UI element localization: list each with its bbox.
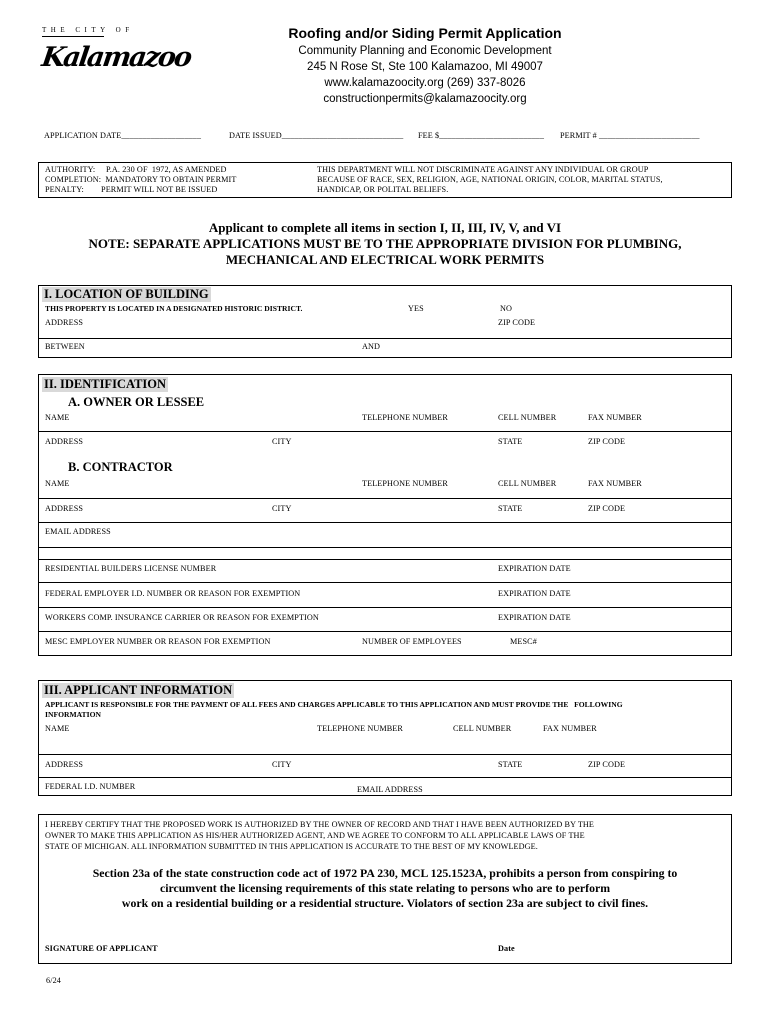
applicant-state-label[interactable]: STATE — [498, 760, 523, 769]
dept-web-phone: www.kalamazoocity.org (269) 337-8026 — [324, 77, 526, 89]
contractor-telephone-label[interactable]: TELEPHONE NUMBER — [362, 479, 448, 488]
historic-no-option[interactable]: NO — [500, 304, 513, 313]
date-issued-field[interactable]: DATE ISSUED_____________________________ — [229, 131, 404, 140]
dept-address: 245 N Rose St, Ste 100 Kalamazoo, MI 49007 — [307, 61, 543, 73]
section-applicant-title: III. APPLICANT INFORMATION — [44, 683, 233, 697]
between-label[interactable]: BETWEEN — [45, 342, 85, 351]
section-23a-notice — [40, 866, 730, 911]
contractor-zip-label[interactable]: ZIP CODE — [588, 504, 626, 513]
owner-name-label[interactable]: NAME — [45, 413, 70, 422]
historic-district-question: THIS PROPERTY IS LOCATED IN A DESIGNATED HISTORIC DISTRICT. — [45, 304, 303, 313]
section-23a-line3: work on a residential building or a residential structure. Violators of section 23a are subject to civil fines. — [121, 896, 649, 910]
divider — [38, 631, 732, 632]
logo-rule — [42, 36, 104, 37]
applicant-name-label[interactable]: NAME — [45, 724, 70, 733]
divider — [38, 522, 732, 523]
section-location-title: I. LOCATION OF BUILDING — [44, 287, 209, 301]
employees-count-label[interactable]: NUMBER OF EMPLOYEES — [362, 637, 462, 646]
owner-state-label[interactable]: STATE — [498, 437, 523, 446]
owner-cell-label[interactable]: CELL NUMBER — [498, 413, 557, 422]
federal-employer-label[interactable]: FEDERAL EMPLOYER I.D. NUMBER OR REASON FOR EXEMPTION — [45, 589, 301, 598]
contractor-name-label[interactable]: NAME — [45, 479, 70, 488]
builders-license-label[interactable]: RESIDENTIAL BUILDERS LICENSE NUMBER — [45, 564, 217, 573]
instruction-note: NOTE: SEPARATE APPLICATIONS MUST BE TO THE APPROPRIATE DIVISION FOR PLUMBING, — [88, 236, 682, 251]
mesc-number-label[interactable]: MESC# — [510, 637, 537, 646]
non-discrimination-line3: HANDICAP, OR POLITAL BELIEFS. — [317, 185, 449, 194]
owner-telephone-label[interactable]: TELEPHONE NUMBER — [362, 413, 448, 422]
completion-line: COMPLETION: MANDATORY TO OBTAIN PERMIT — [45, 175, 237, 184]
contractor-address-label[interactable]: ADDRESS — [45, 504, 84, 513]
dept-name: Community Planning and Economic Development — [298, 45, 552, 57]
non-discrimination-line1: THIS DEPARTMENT WILL NOT DISCRIMINATE AGAINST ANY INDIVIDUAL OR GROUP — [317, 165, 649, 174]
instruction-sections: Applicant to complete all items in section I, II, III, IV, V, and VI — [208, 220, 562, 235]
applicant-city-label[interactable]: CITY — [272, 760, 292, 769]
divider — [38, 547, 732, 548]
signature-label[interactable]: SIGNATURE OF APPLICANT — [45, 944, 158, 953]
applicant-federal-id-label[interactable]: FEDERAL I.D. NUMBER — [45, 782, 136, 791]
certification-text-line2: OWNER TO MAKE THIS APPLICATION AS HIS/HER AUTHORIZED AGENT, AND WE AGREE TO CONFORM TO ALL APPLICABLE LAWS OF THE — [45, 831, 585, 840]
location-zip-label[interactable]: ZIP CODE — [498, 318, 536, 327]
workers-comp-label[interactable]: WORKERS COMP. INSURANCE CARRIER OR REASON FOR EXEMPTION — [45, 613, 319, 622]
divider — [38, 498, 732, 499]
federal-expiration-label[interactable]: EXPIRATION DATE — [498, 589, 571, 598]
applicant-cell-label[interactable]: CELL NUMBER — [453, 724, 512, 733]
page-title: Roofing and/or Siding Permit Application — [288, 25, 562, 41]
owner-fax-label[interactable]: FAX NUMBER — [588, 413, 642, 422]
instruction-note-cont: MECHANICAL AND ELECTRICAL WORK PERMITS — [225, 252, 545, 267]
divider — [38, 607, 732, 608]
and-label[interactable]: AND — [362, 342, 381, 351]
logo-top-text: THE CITY OF — [42, 26, 134, 34]
license-expiration-label[interactable]: EXPIRATION DATE — [498, 564, 571, 573]
header-block — [230, 24, 620, 107]
section-23a-line2: circumvent the licensing requirements of this state relating to persons who are to perform — [159, 881, 611, 895]
contractor-cell-label[interactable]: CELL NUMBER — [498, 479, 557, 488]
divider — [38, 754, 732, 755]
city-logo — [39, 26, 193, 96]
authority-line: AUTHORITY: P.A. 230 OF 1972, AS AMENDED — [45, 165, 227, 174]
dept-email: constructionpermits@kalamazoocity.org — [323, 93, 527, 105]
divider — [38, 431, 732, 432]
owner-city-label[interactable]: CITY — [272, 437, 292, 446]
certification-text-line3: STATE OF MICHIGAN. ALL INFORMATION SUBMITTED IN THIS APPLICATION IS ACCURATE TO THE BEST OF MY KNOWLEDGE. — [45, 842, 538, 851]
penalty-line: PENALTY: PERMIT WILL NOT BE ISSUED — [45, 185, 218, 194]
signature-date-label[interactable]: Date — [498, 944, 515, 953]
divider — [38, 338, 732, 339]
non-discrimination-line2: BECAUSE OF RACE, SEX, RELIGION, AGE, NATIONAL ORIGIN, COLOR, MARITAL STATUS, — [317, 175, 663, 184]
divider — [38, 559, 732, 560]
applicant-zip-label[interactable]: ZIP CODE — [588, 760, 626, 769]
mesc-employer-label[interactable]: MESC EMPLOYER NUMBER OR REASON FOR EXEMPTION — [45, 637, 271, 646]
applicant-email-label[interactable]: EMAIL ADDRESS — [357, 785, 423, 794]
historic-yes-option[interactable]: YES — [408, 304, 424, 313]
application-date-field[interactable]: APPLICATION DATE___________________ — [44, 131, 202, 140]
owner-address-label[interactable]: ADDRESS — [45, 437, 84, 446]
permit-number-field[interactable]: PERMIT # ________________________ — [560, 131, 700, 140]
logo-wordmark: Kalamazoo — [39, 42, 193, 73]
contractor-fax-label[interactable]: FAX NUMBER — [588, 479, 642, 488]
contractor-email-label[interactable]: EMAIL ADDRESS — [45, 527, 111, 536]
contractor-subtitle: B. CONTRACTOR — [68, 460, 173, 474]
workers-expiration-label[interactable]: EXPIRATION DATE — [498, 613, 571, 622]
applicant-fax-label[interactable]: FAX NUMBER — [543, 724, 597, 733]
certification-text-line1: I HEREBY CERTIFY THAT THE PROPOSED WORK IS AUTHORIZED BY THE OWNER OF RECORD AND THAT I HAVE BEEN AUTHORIZED BY THE — [45, 820, 595, 829]
divider — [38, 582, 732, 583]
contractor-state-label[interactable]: STATE — [498, 504, 523, 513]
applicant-telephone-label[interactable]: TELEPHONE NUMBER — [317, 724, 403, 733]
fee-field[interactable]: FEE $_________________________ — [418, 131, 545, 140]
applicant-address-label[interactable]: ADDRESS — [45, 760, 84, 769]
location-address-label[interactable]: ADDRESS — [45, 318, 84, 327]
revision-date: 6/24 — [46, 976, 61, 985]
applicant-responsibility-line1: APPLICANT IS RESPONSIBLE FOR THE PAYMENT OF ALL FEES AND CHARGES APPLICABLE TO THIS APPLICATION AND MUST PROVIDE THE FOLLOWING — [45, 700, 623, 709]
section-23a-line1: Section 23a of the state construction code act of 1972 PA 230, MCL 125.1523A, prohibits a person from conspiring to — [92, 866, 678, 880]
applicant-responsibility-line2: INFORMATION — [45, 710, 101, 719]
contractor-city-label[interactable]: CITY — [272, 504, 292, 513]
owner-zip-label[interactable]: ZIP CODE — [588, 437, 626, 446]
instructions — [30, 220, 740, 268]
section-identification-title: II. IDENTIFICATION — [44, 377, 167, 391]
owner-subtitle: A. OWNER OR LESSEE — [68, 395, 205, 409]
divider — [38, 777, 732, 778]
